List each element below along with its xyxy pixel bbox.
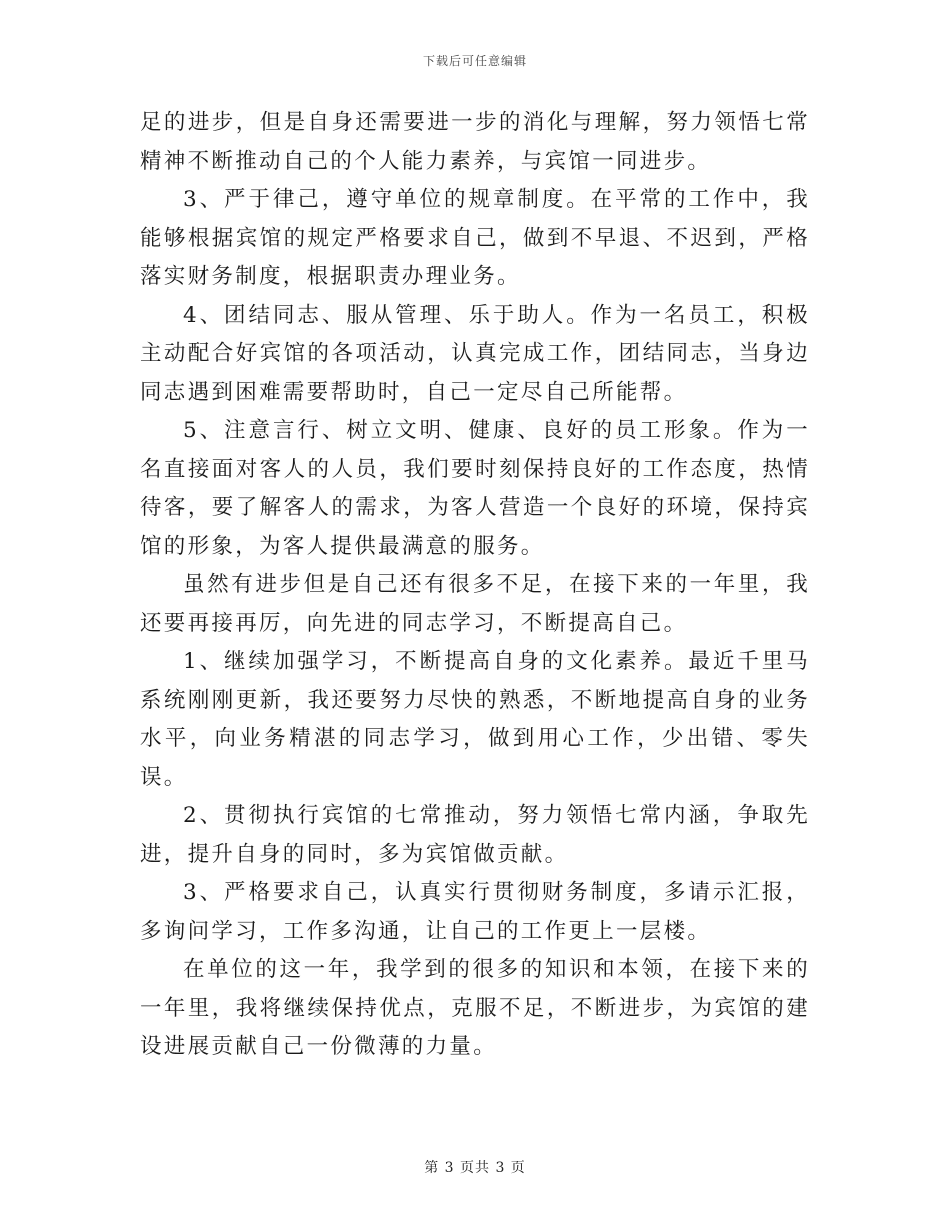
page-footer: 第 3 页共 3 页 xyxy=(424,1160,526,1176)
paragraph-conclusion: 在单位的这一年，我学到的很多的知识和本领，在接下来的一年里，我将继续保持优点，克服不足，不断进步，为宾馆的建设进展贡献自己一份微薄的力量。 xyxy=(140,957,810,1059)
paragraph-item-5-image: 5、注意言行、树立文明、健康、良好的员工形象。作为一名直接面对客人的人员，我们要时刻保持良好的工作态度，热情待客，要了解客人的需求，为客人营造一个良好的环境，保持宾馆的形象，为客人提供最满意的服务。 xyxy=(140,418,810,559)
page-header: 下载后可任意编辑 xyxy=(422,54,527,68)
paragraph-item-3-discipline: 3、严于律己，遵守单位的规章制度。在平常的工作中，我能够根据宾馆的规定严格要求自己，做到不早退、不迟到，严格落实财务制度，根据职责办理业务。 xyxy=(140,187,810,289)
paragraph-continuation: 足的进步，但是自身还需要进一步的消化与理解，努力领悟七常精神不断推动自己的个人能力素养，与宾馆一同进步。 xyxy=(140,110,810,174)
paragraph-item-4-unity: 4、团结同志、服从管理、乐于助人。作为一名员工，积极主动配合好宾馆的各项活动，认真完成工作，团结同志，当身边同志遇到困难需要帮助时，自己一定尽自己所能帮。 xyxy=(140,302,810,405)
paragraph-plan-2-seven-standards: 2、贯彻执行宾馆的七常推动，努力领悟七常内涵，争取先进，提升自身的同时，多为宾馆做贡献。 xyxy=(140,803,810,867)
paragraph-plan-3-requirements: 3、严格要求自己，认真实行贯彻财务制度，多请示汇报，多询问学习，工作多沟通，让自己的工作更上一层楼。 xyxy=(140,880,810,944)
document-body xyxy=(140,104,810,1067)
paragraph-plan-1-study: 1、继续加强学习，不断提高自身的文化素养。最近千里马系统刚刚更新，我还要努力尽快的熟悉，不断地提高自身的业务水平，向业务精湛的同志学习，做到用心工作，少出错、零失误。 xyxy=(140,649,810,790)
paragraph-shortcomings: 虽然有进步但是自己还有很多不足，在接下来的一年里，我还要再接再厉，向先进的同志学习，不断提高自己。 xyxy=(140,572,810,636)
